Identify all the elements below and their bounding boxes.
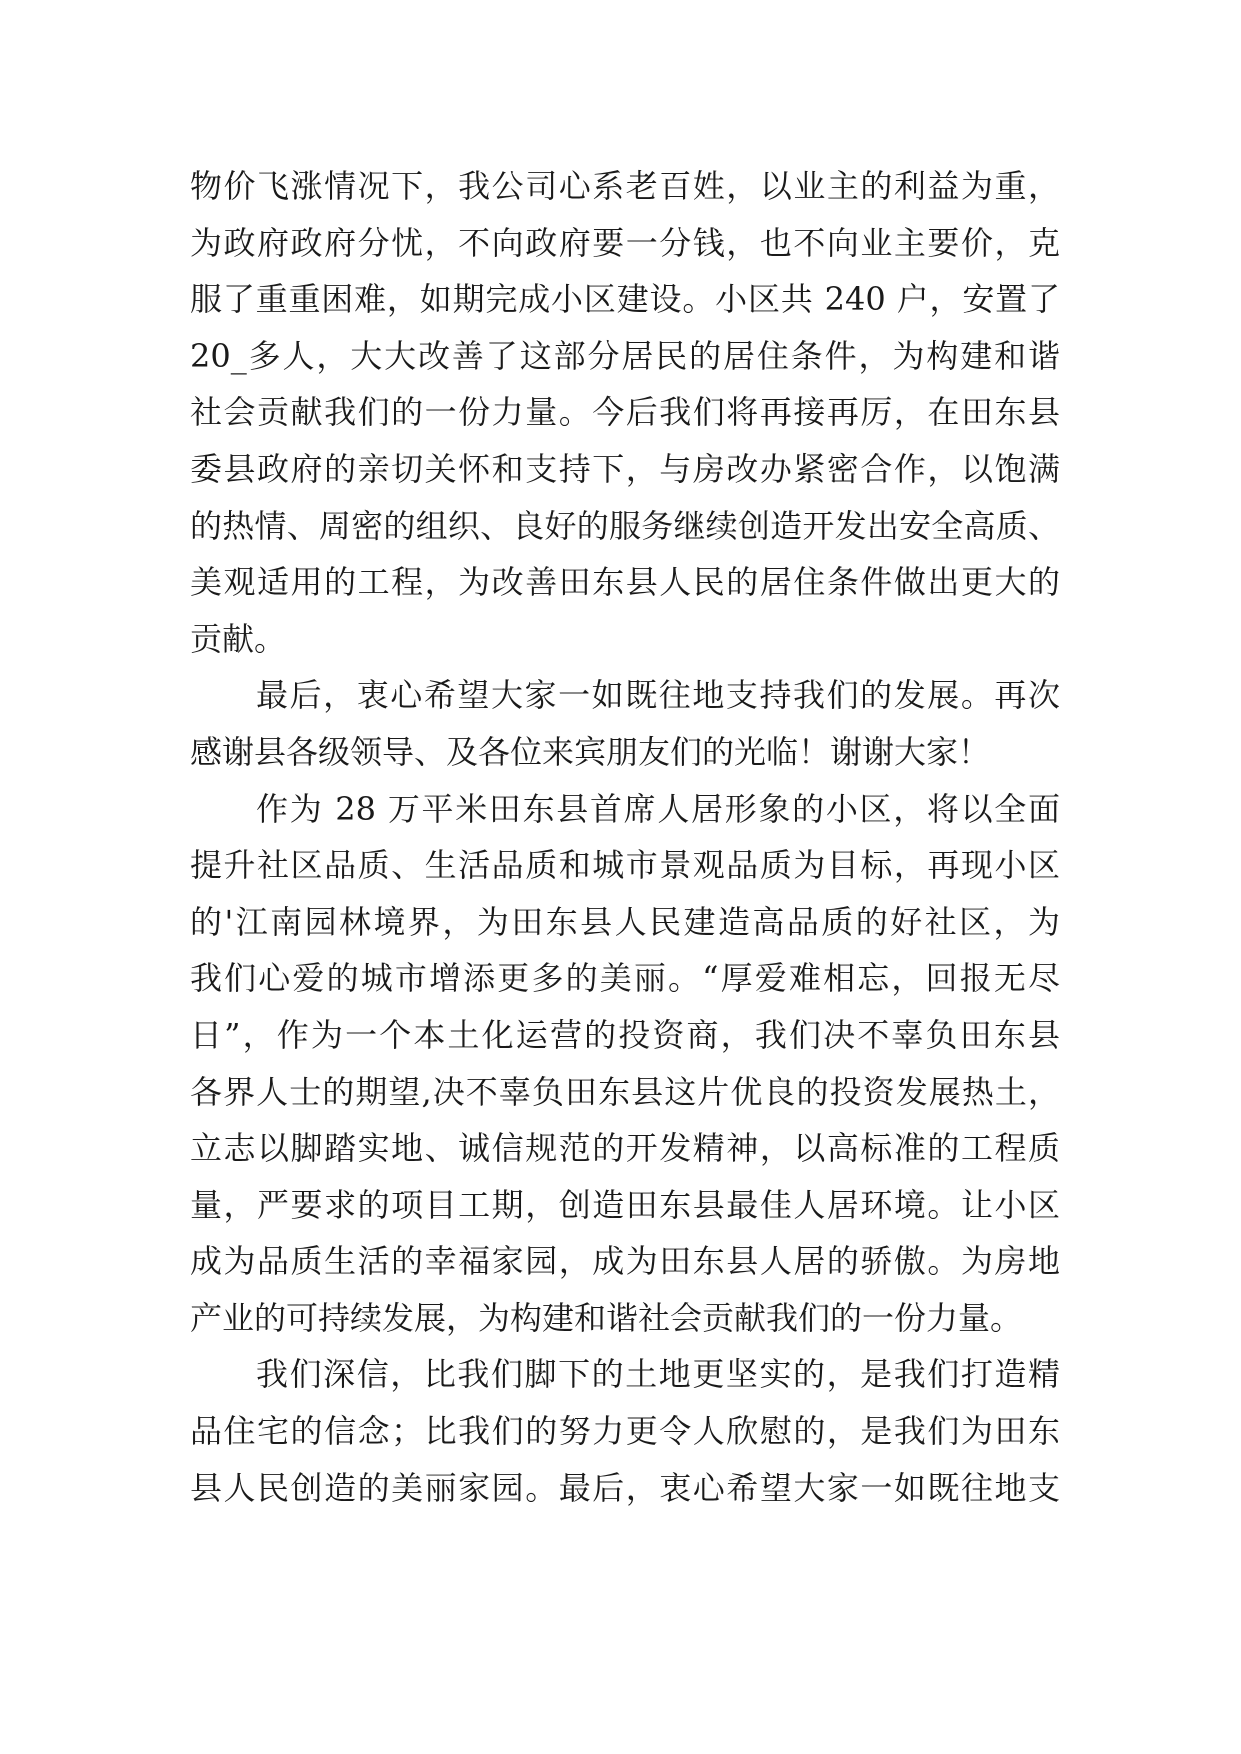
text-line: 服了重重困难，如期完成小区建设。小区共 240 户，安置了	[190, 280, 1060, 319]
text-line: 的热情、周密的组织、良好的服务继续创造开发出安全高质、	[190, 506, 1060, 545]
paragraph-start-line: 作为 28 万平米田东县首席人居形象的小区，将以全面	[256, 789, 1060, 828]
text-line: 立志以脚踏实地、诚信规范的开发精神，以高标准的工程质	[190, 1129, 1060, 1168]
text-line: 贡献。	[190, 619, 287, 658]
paragraph-start-line: 最后，衷心希望大家一如既往地支持我们的发展。再次	[256, 676, 1060, 715]
text-line: 的'江南园林境界，为田东县人民建造高品质的好社区，为	[190, 902, 1060, 941]
document-body	[190, 158, 1060, 1516]
text-line: 社会贡献我们的一份力量。今后我们将再接再厉，在田东县	[190, 393, 1060, 432]
text-line: 为政府政府分忧，不向政府要一分钱，也不向业主要价，克	[190, 223, 1060, 262]
text-line: 我们心爱的城市增添更多的美丽。“厚爱难相忘，回报无尽	[190, 959, 1060, 998]
paragraph-start-line: 我们深信，比我们脚下的土地更坚实的，是我们打造精	[256, 1355, 1060, 1394]
text-line: 量，严要求的项目工期，创造田东县最佳人居环境。让小区	[190, 1185, 1060, 1224]
text-line: 美观适用的工程，为改善田东县人民的居住条件做出更大的	[190, 563, 1060, 602]
text-line: 物价飞涨情况下，我公司心系老百姓，以业主的利益为重，	[190, 167, 1060, 205]
text-line: 县人民创造的美丽家园。最后，衷心希望大家一如既往地支	[190, 1468, 1060, 1507]
text-line: 20_多人，大大改善了这部分居民的居住条件，为构建和谐	[190, 336, 1060, 375]
text-line: 产业的可持续发展，为构建和谐社会贡献我们的一份力量。	[190, 1298, 1023, 1337]
text-line: 委县政府的亲切关怀和支持下，与房改办紧密合作，以饱满	[190, 449, 1060, 488]
text-line: 各界人士的期望,决不辜负田东县这片优良的投资发展热土，	[190, 1072, 1060, 1111]
text-line: 感谢县各级领导、及各位来宾朋友们的光临！谢谢大家！	[190, 732, 991, 771]
text-line: 提升社区品质、生活品质和城市景观品质为目标，再现小区	[190, 846, 1060, 885]
text-line: 品住宅的信念；比我们的努力更令人欣慰的，是我们为田东	[190, 1412, 1060, 1451]
text-line: 日”，作为一个本土化运营的投资商，我们决不辜负田东县	[190, 1015, 1060, 1054]
text-line: 成为品质生活的幸福家园，成为田东县人居的骄傲。为房地	[190, 1242, 1060, 1281]
